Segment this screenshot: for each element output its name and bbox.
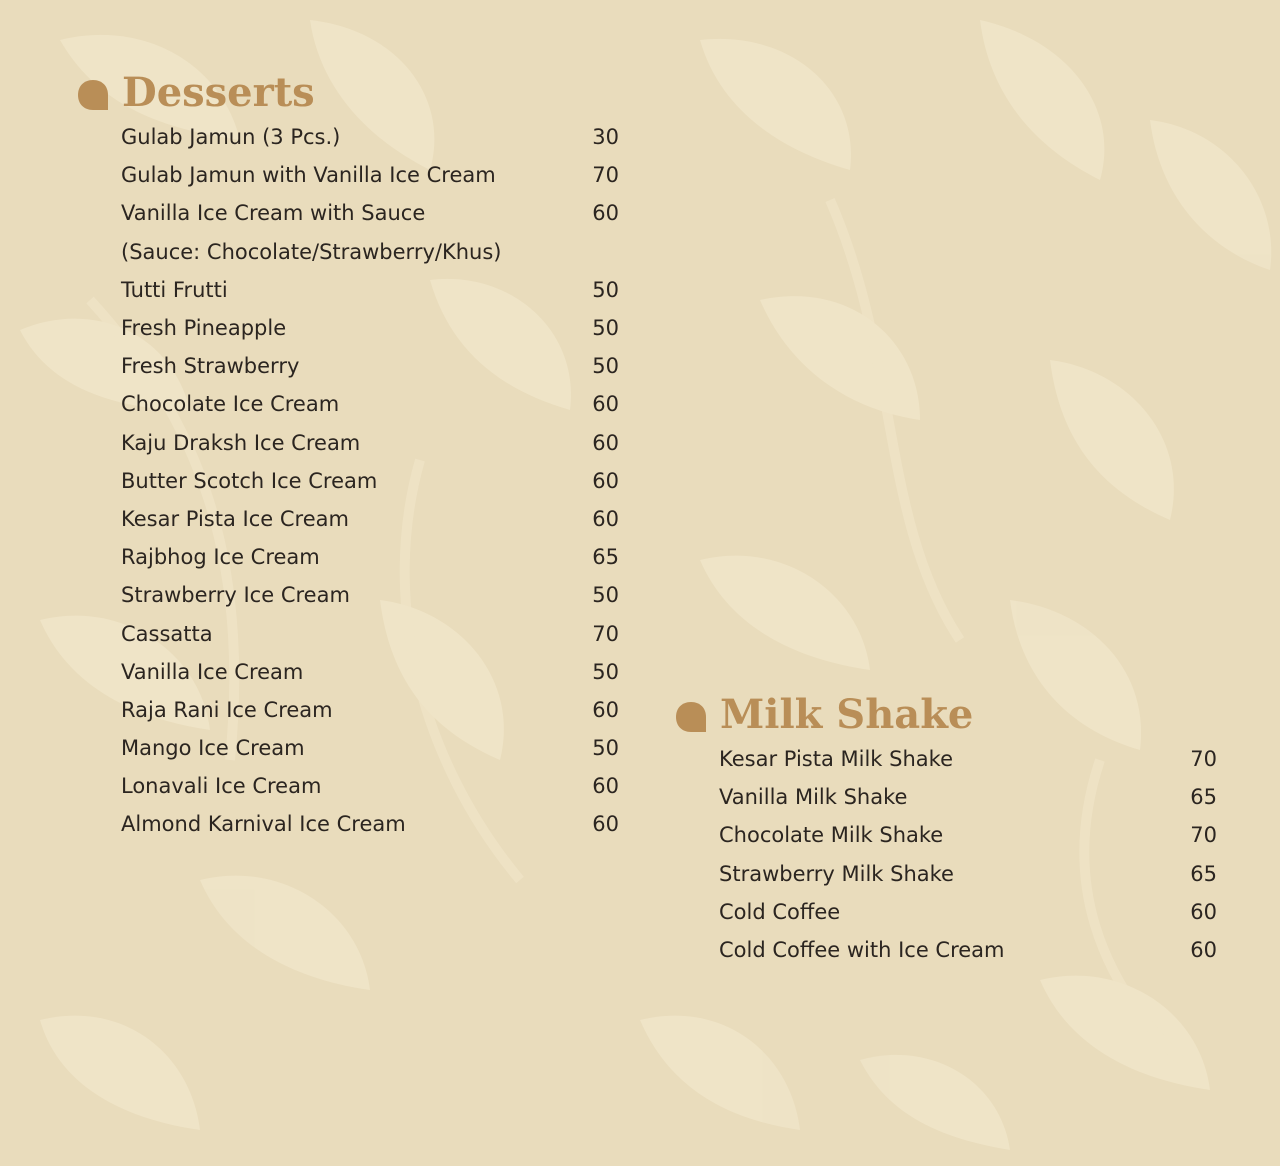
- menu-item: [121, 194, 619, 232]
- menu-item-name: Raja Rani Ice Cream: [121, 697, 333, 722]
- menu-item-name: Vanilla Ice Cream with Sauce: [121, 201, 426, 226]
- menu-item-price: 60: [592, 392, 619, 417]
- menu-item: [121, 653, 619, 691]
- menu-item-price: 30: [592, 125, 619, 150]
- menu-item-name: Strawberry Milk Shake: [719, 861, 954, 886]
- menu-item-price: 60: [592, 774, 619, 799]
- menu-item-name: Almond Karnival Ice Cream: [121, 812, 406, 837]
- menu-item: [121, 729, 619, 767]
- menu-item-price: 60: [592, 697, 619, 722]
- menu-item: [719, 740, 1217, 778]
- menu-item: [121, 347, 619, 385]
- desserts-title: Desserts: [122, 69, 315, 116]
- menu-item-price: 50: [592, 277, 619, 302]
- menu-item-name: Kesar Pista Milk Shake: [719, 747, 953, 772]
- speech-bubble-icon: [674, 700, 708, 734]
- menu-item-name: Mango Ice Cream: [121, 736, 305, 761]
- menu-item-price: 60: [592, 468, 619, 493]
- menu-item-name: Chocolate Milk Shake: [719, 823, 944, 848]
- menu-item-name: Fresh Pineapple: [121, 316, 287, 341]
- menu-item-price: 70: [592, 621, 619, 646]
- menu-item-name: Vanilla Ice Cream: [121, 659, 304, 684]
- menu-item-name: Cassatta: [121, 621, 213, 646]
- menu-item-price: 70: [592, 163, 619, 188]
- speech-bubble-icon: [76, 78, 110, 112]
- menu-item: [121, 691, 619, 729]
- menu-item-price: 70: [1190, 823, 1217, 848]
- menu-item-price: 65: [592, 545, 619, 570]
- menu-item-name: Kaju Draksh Ice Cream: [121, 430, 361, 455]
- menu-item: [719, 778, 1217, 816]
- menu-item: [719, 816, 1217, 854]
- desserts-section: [76, 68, 636, 844]
- menu-item: [121, 156, 619, 194]
- menu-item-name: Cold Coffee: [719, 899, 841, 924]
- menu-item-price: 50: [592, 736, 619, 761]
- menu-item: [121, 805, 619, 843]
- menu-item-price: 60: [592, 506, 619, 531]
- menu-item-price: 70: [1190, 747, 1217, 772]
- menu-item-price: 60: [1190, 938, 1217, 963]
- milk-shake-title: Milk Shake: [720, 691, 974, 738]
- menu-item: [719, 893, 1217, 931]
- menu-item-price: 60: [1190, 899, 1217, 924]
- menu-item-name: Gulab Jamun with Vanilla Ice Cream: [121, 163, 496, 188]
- menu-item-name: Lonavali Ice Cream: [121, 774, 322, 799]
- menu-item: [121, 385, 619, 423]
- menu-item: [121, 118, 619, 156]
- menu-item-name: Fresh Strawberry: [121, 354, 300, 379]
- desserts-header: [76, 68, 636, 118]
- menu-item: [121, 614, 619, 652]
- menu-item-price: 65: [1190, 861, 1217, 886]
- menu-item: [121, 309, 619, 347]
- menu-item: [121, 767, 619, 805]
- menu-item-name: Kesar Pista Ice Cream: [121, 506, 349, 531]
- desserts-list: [121, 118, 619, 844]
- menu-item-name: Butter Scotch Ice Cream: [121, 468, 378, 493]
- menu-item-price: 50: [592, 354, 619, 379]
- menu-item-name: Rajbhog Ice Cream: [121, 545, 320, 570]
- menu-item: [121, 424, 619, 462]
- menu-item: [121, 233, 619, 271]
- menu-item-price: 60: [592, 201, 619, 226]
- menu-item-name: Vanilla Milk Shake: [719, 785, 908, 810]
- menu-item-price: 60: [592, 430, 619, 455]
- menu-item-name: (Sauce: Chocolate/Strawberry/Khus): [121, 239, 502, 264]
- milk-shake-header: [674, 690, 1234, 740]
- menu-item: [121, 462, 619, 500]
- menu-item-price: 50: [592, 583, 619, 608]
- milk-shake-section: [674, 690, 1234, 969]
- menu-item-name: Strawberry Ice Cream: [121, 583, 350, 608]
- menu-item: [121, 500, 619, 538]
- menu-item-price: 50: [592, 316, 619, 341]
- menu-item: [121, 538, 619, 576]
- menu-item: [719, 931, 1217, 969]
- milk-shake-list: [719, 740, 1217, 969]
- menu-item-name: Tutti Frutti: [121, 277, 228, 302]
- menu-item-price: 60: [592, 812, 619, 837]
- menu-item-name: Cold Coffee with Ice Cream: [719, 938, 1005, 963]
- menu-item-price: 50: [592, 659, 619, 684]
- menu-item: [121, 271, 619, 309]
- menu-item: [121, 576, 619, 614]
- menu-item: [719, 855, 1217, 893]
- menu-item-name: Gulab Jamun (3 Pcs.): [121, 125, 341, 150]
- menu-item-price: 65: [1190, 785, 1217, 810]
- menu-item-name: Chocolate Ice Cream: [121, 392, 340, 417]
